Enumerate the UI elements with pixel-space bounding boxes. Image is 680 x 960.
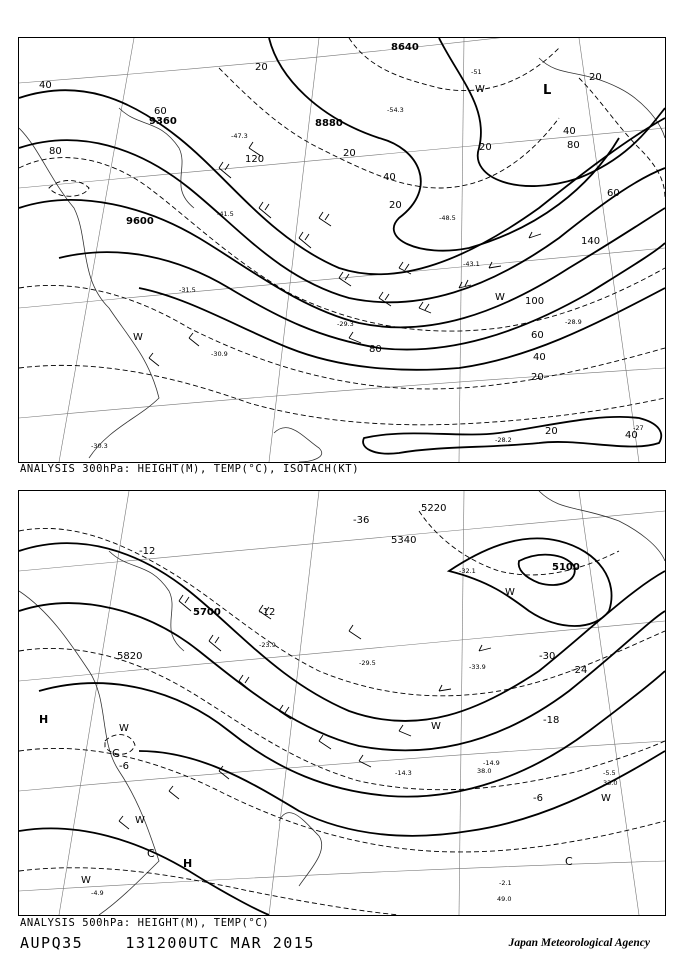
temp-value: -51 — [471, 68, 482, 76]
temp-value: -30.3 — [91, 442, 108, 450]
isotach-label: 40 — [563, 126, 576, 137]
panel-caption-300hpa: ANALYSIS 300hPa: HEIGHT(M), TEMP(°C), ISOTACH(KT) — [20, 463, 360, 475]
isotach-label: 60 — [154, 106, 167, 117]
panel-caption-500hpa: ANALYSIS 500hPa: HEIGHT(M), TEMP(°C) — [20, 917, 270, 929]
temp-value: -54.3 — [387, 106, 404, 114]
wind-barbs — [149, 142, 541, 366]
temp-value: -2.1 — [499, 879, 512, 887]
high-center-marker: H — [39, 713, 49, 726]
temp-value: -29.5 — [359, 659, 376, 667]
temp-value: -28.2 — [495, 436, 512, 444]
temp-value: 49.0 — [497, 895, 512, 903]
isotherm-label: -30 — [539, 651, 556, 662]
isotach-label: 40 — [625, 430, 638, 441]
isotach-label: 60 — [531, 330, 544, 341]
cold-center-marker: C — [565, 855, 573, 868]
map-300hpa — [18, 37, 666, 463]
temp-value: -33.9 — [469, 663, 486, 671]
isotherm-label: -12 — [259, 607, 276, 618]
wind-barbs — [119, 595, 491, 829]
isotach-label: 40 — [383, 172, 396, 183]
isotach-label: 80 — [49, 146, 62, 157]
temp-value: -43.1 — [463, 260, 480, 268]
isotach-label: 20 — [531, 372, 544, 383]
temp-value: -14.3 — [395, 769, 412, 777]
temp-value: -4.9 — [91, 889, 104, 897]
isotach-label: 20 — [545, 426, 558, 437]
isotherm-label: -24 — [571, 665, 588, 676]
isotach-label: 40 — [533, 352, 546, 363]
isotach-label: 120 — [245, 154, 265, 165]
valid-time: 131200UTC MAR 2015 — [125, 934, 315, 952]
temp-value: -27 — [633, 424, 644, 432]
height-label: 5100 — [552, 562, 580, 573]
isotach-label: 40 — [39, 80, 52, 91]
agency-credit: Japan Meteorological Agency — [508, 937, 650, 949]
warm-center-marker: W — [119, 723, 129, 734]
temp-value: -32.1 — [459, 567, 476, 575]
map-labels — [39, 503, 611, 886]
latlon-grid — [19, 491, 665, 915]
isotach-label: 80 — [369, 344, 382, 355]
temp-value: 38.0 — [477, 767, 492, 775]
map-labels — [39, 42, 638, 441]
isotach-label: 60 — [607, 188, 620, 199]
isotherm-label: -36 — [353, 515, 370, 526]
height-label: 5220 — [421, 503, 447, 514]
height-contours — [19, 38, 665, 454]
map-300hpa-canvas — [19, 38, 665, 462]
coastline — [19, 491, 665, 915]
isotach-label: 20 — [389, 200, 402, 211]
temp-value: -28.9 — [565, 318, 582, 326]
height-label: 8880 — [315, 118, 343, 129]
wind-max-marker: W — [475, 84, 485, 95]
temp-value: -48.5 — [439, 214, 456, 222]
height-label: 9600 — [126, 216, 154, 227]
warm-center-marker: W — [431, 721, 441, 732]
temp-value: -31.5 — [179, 286, 196, 294]
temp-value: -47.3 — [231, 132, 248, 140]
temp-value: -14.9 — [483, 759, 500, 767]
isotherm-label: -6 — [533, 793, 543, 804]
low-center-marker: L — [543, 83, 552, 98]
isotach-label: 80 — [567, 140, 580, 151]
isotach-label: 20 — [479, 142, 492, 153]
isotach-label: 20 — [255, 62, 268, 73]
map-500hpa — [18, 490, 666, 916]
height-label: 9360 — [149, 116, 177, 127]
height-label: 5820 — [117, 651, 143, 662]
temp-value: -29.3 — [337, 320, 354, 328]
isotach-label: 100 — [525, 296, 545, 307]
isotherm-label: -6 — [119, 761, 129, 772]
temp-value: -41.5 — [217, 210, 234, 218]
cold-center-marker: C — [112, 747, 120, 760]
wind-max-marker: W — [495, 292, 505, 303]
chart-id — [20, 934, 315, 952]
temp-value: -23.9 — [259, 641, 276, 649]
map-500hpa-canvas — [19, 491, 665, 915]
warm-center-marker: W — [601, 793, 611, 804]
temp-value: -5.5 — [603, 769, 616, 777]
height-label: 5700 — [193, 607, 221, 618]
isotach-label: 140 — [581, 236, 601, 247]
cold-center-marker: C — [147, 847, 155, 860]
isotherm-label: -18 — [543, 715, 560, 726]
height-label: 8640 — [391, 42, 419, 53]
warm-center-marker: W — [135, 815, 145, 826]
isotherm-label: -12 — [139, 546, 156, 557]
isotach-label: 20 — [589, 72, 602, 83]
temp-value: -30.9 — [211, 350, 228, 358]
temp-value: 33.0 — [603, 779, 618, 787]
latlon-grid — [19, 38, 665, 462]
warm-center-marker: W — [505, 587, 515, 598]
high-center-marker: H — [183, 857, 193, 870]
chart-code: AUPQ35 — [20, 934, 84, 952]
height-label: 5340 — [391, 535, 417, 546]
warm-center-marker: W — [81, 875, 91, 886]
isotach-label: 20 — [343, 148, 356, 159]
wind-max-marker: W — [133, 332, 143, 343]
